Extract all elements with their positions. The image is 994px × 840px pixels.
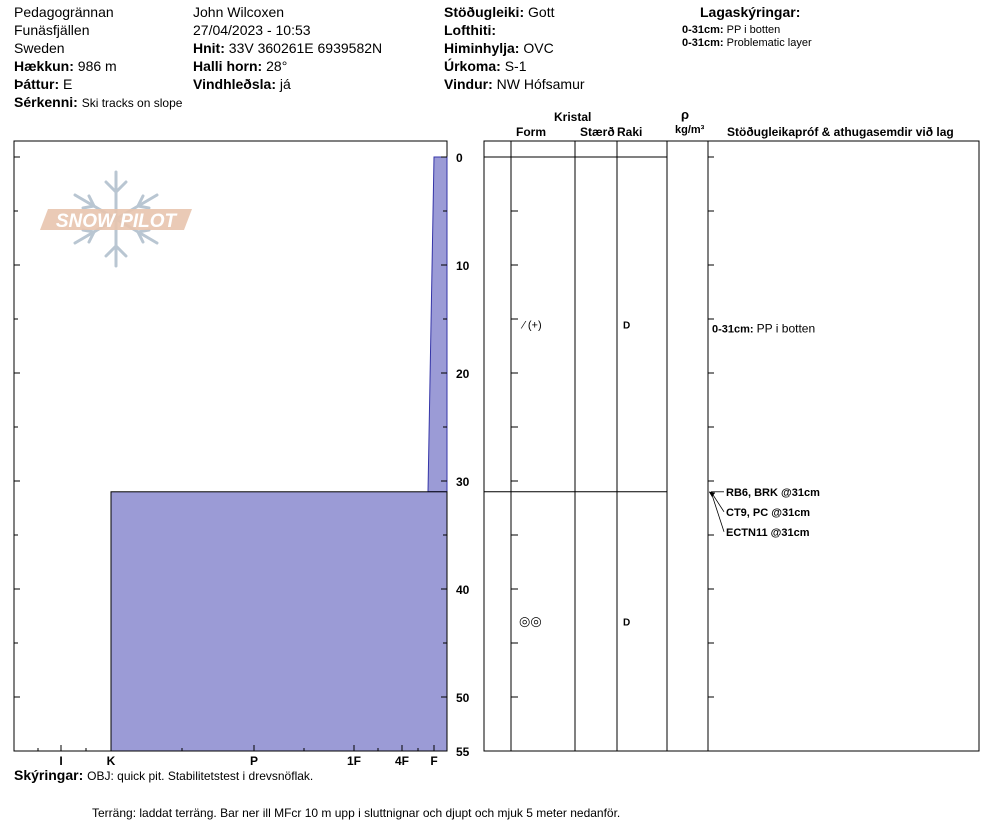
hardness-tick-label: I: [59, 754, 63, 768]
sky-label: Himinhylja:: [444, 40, 520, 56]
slope-label: Halli horn:: [193, 58, 263, 74]
moisture-header: Raki: [617, 125, 643, 139]
area-name: Funäsfjällen: [14, 22, 90, 38]
depth-tick-label: 10: [456, 259, 470, 273]
density-unit: kg/m³: [675, 124, 705, 136]
coords-label: Hnit:: [193, 40, 225, 56]
hardness-tick-label: 4F: [394, 754, 410, 768]
legend-value: OBJ: quick pit. Stabilitetstest i drevsnöflak.: [87, 769, 314, 783]
location-name: Pedagogrännan: [14, 4, 114, 20]
layer-note-range: 0-31cm:: [682, 24, 724, 36]
depth-tick-label: 0: [456, 151, 463, 165]
wind-loading-label: Vindhleðsla:: [193, 76, 276, 92]
depth-tick-label: 20: [456, 367, 470, 381]
air-temp-label: Lofthiti:: [444, 22, 497, 38]
layer-comment: 0-31cm: PP i botten: [712, 321, 816, 336]
layer-note-text: Problematic layer: [726, 37, 812, 49]
stability-test-label: ECTN11 @31cm: [726, 526, 810, 539]
hardness-profile-plot: [14, 141, 714, 768]
stability-value: Gott: [528, 4, 555, 20]
layer-note-range: 0-31cm:: [682, 37, 724, 49]
depth-tick-label: 55: [456, 745, 470, 759]
form-header: Form: [516, 125, 546, 139]
slope-value: 28°: [266, 58, 288, 74]
hardness-tick-label: F: [430, 754, 438, 768]
layer-form-symbol: ◎◎: [519, 613, 542, 629]
features-value: Ski tracks on slope: [81, 96, 183, 110]
depth-tick-label: 30: [456, 475, 470, 489]
observer-name: John Wilcoxen: [193, 4, 285, 20]
layer-table-grid: [484, 141, 979, 751]
sky-value: OVC: [523, 40, 554, 56]
legend-label: Skýringar:: [14, 767, 84, 783]
crystal-header: Kristal: [554, 110, 592, 124]
terrain-note: Terräng: laddat terräng. Bar ner ill MFcr 10 m upp i sluttnignar och djupt och mjuk 5 meter nedanför.: [92, 806, 621, 820]
observation-datetime: 27/04/2023 - 10:53: [193, 22, 311, 38]
depth-tick-label: 50: [456, 691, 470, 705]
logo-text: SNOW PILOT: [55, 211, 177, 232]
layer-moisture: D: [623, 320, 631, 332]
country-name: Sweden: [14, 40, 65, 56]
hardness-bar: [428, 157, 447, 492]
hardness-bar: [111, 492, 447, 751]
stability-test-label: RB6, BRK @31cm: [726, 486, 820, 499]
size-header: Stærð: [580, 125, 615, 139]
features-label: Sérkenni:: [14, 94, 78, 110]
test-arrow: [711, 492, 724, 532]
hardness-tick-label: P: [249, 754, 259, 768]
aspect-value: E: [63, 76, 73, 92]
wind-value: NW Hófsamur: [496, 76, 585, 92]
elevation-value: 986 m: [77, 58, 117, 74]
layer-form-symbol: ⁄ (+): [523, 319, 542, 332]
table-frame: [484, 141, 979, 751]
stability-label: Stöðugleiki:: [444, 4, 525, 20]
hardness-tick-label: K: [106, 754, 116, 768]
elevation-label: Hækkun:: [14, 58, 74, 74]
depth-tick-label: 40: [456, 583, 470, 597]
hardness-tick-label: 1F: [346, 754, 362, 768]
stability-test-label: CT9, PC @31cm: [726, 506, 811, 519]
coords-value: 33V 360261E 6939582N: [228, 40, 383, 56]
snowpilot-logo: [40, 172, 192, 266]
stability-tests: [519, 319, 820, 628]
precip-value: S-1: [504, 58, 527, 74]
layer-notes-title: Lagaskýringar:: [700, 4, 801, 20]
layer-moisture: D: [623, 617, 631, 629]
comments-header: Stöðugleikapróf & athugasemdir við lag: [727, 125, 954, 139]
density-symbol: ρ: [681, 107, 690, 122]
layer-note-text: PP i botten: [726, 24, 781, 36]
aspect-label: Þáttur:: [14, 76, 60, 92]
precip-label: Úrkoma:: [444, 58, 501, 74]
wind-loading-value: já: [279, 76, 291, 92]
wind-label: Vindur:: [444, 76, 493, 92]
legend-field: [14, 767, 313, 783]
